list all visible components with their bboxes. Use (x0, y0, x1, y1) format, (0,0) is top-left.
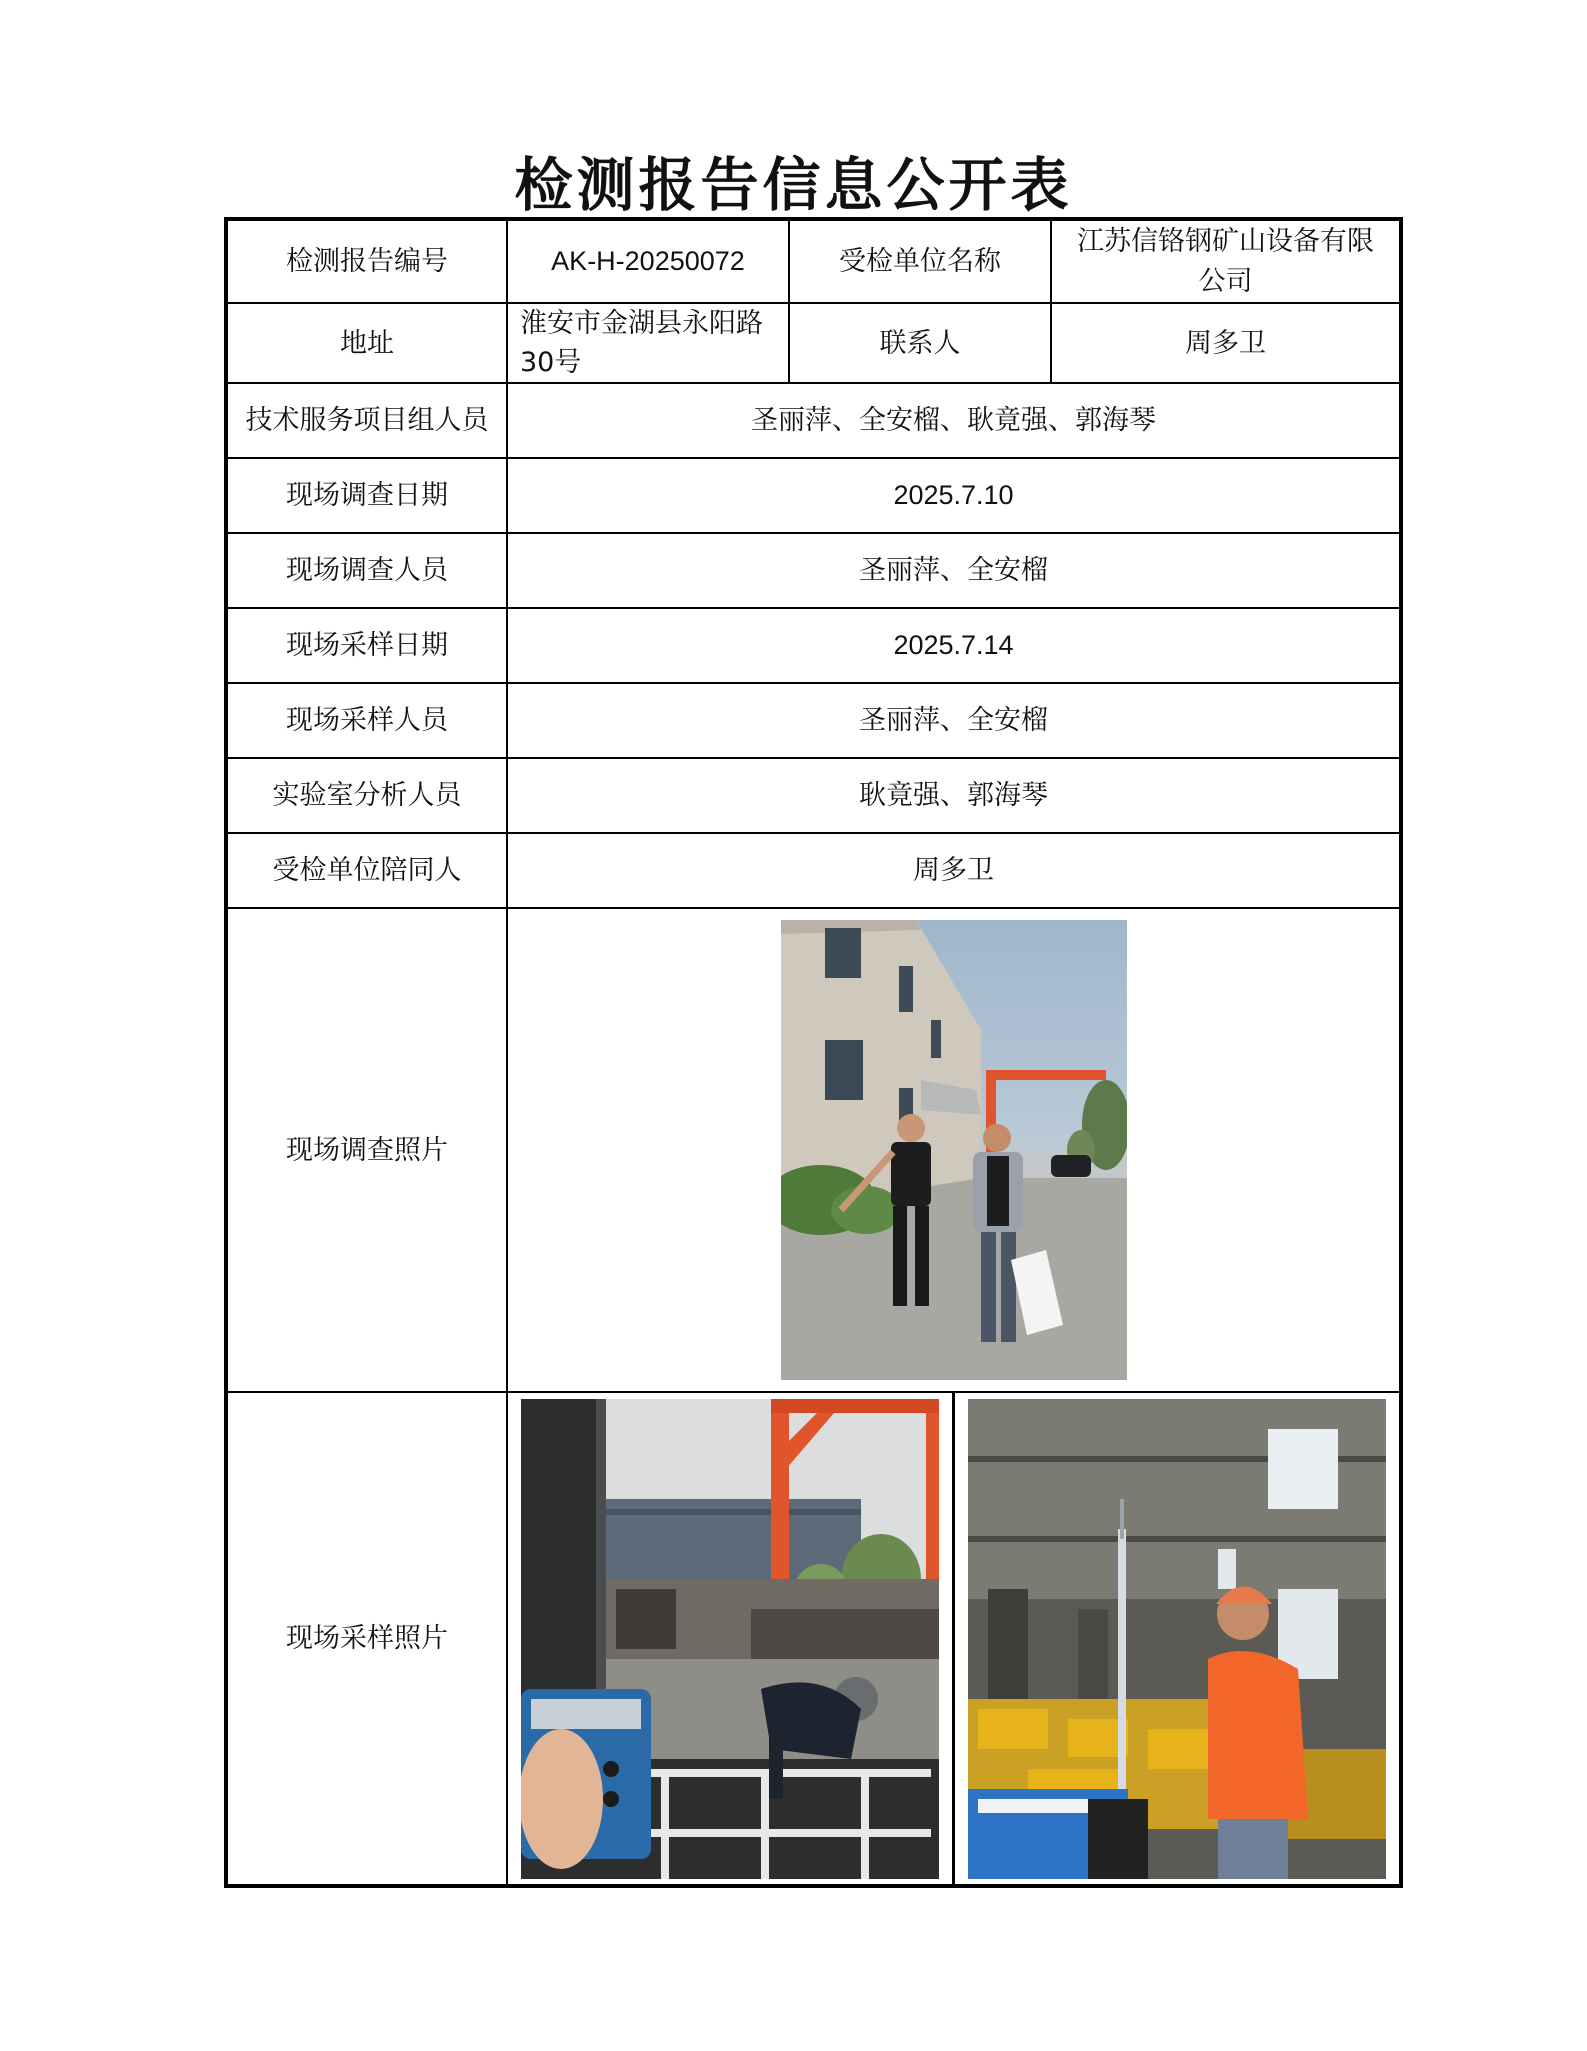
sampling-staff-value: 圣丽萍、全安榴 (507, 683, 1401, 758)
survey-photo (781, 920, 1127, 1380)
table-row (226, 303, 1401, 383)
table-row (226, 1392, 1401, 1886)
sampling-staff-label: 现场采样人员 (226, 683, 507, 758)
address-value: 淮安市金湖县永阳路30号 (507, 303, 789, 383)
table-row (226, 683, 1401, 758)
table-row (226, 533, 1401, 608)
table-row (226, 383, 1401, 458)
table-row (226, 219, 1401, 303)
report-no-label: 检测报告编号 (226, 219, 507, 303)
survey-staff-value: 圣丽萍、全安榴 (507, 533, 1401, 608)
sampling-date-value: 2025.7.14 (507, 608, 1401, 683)
contact-value: 周多卫 (1051, 303, 1401, 383)
table-row (226, 833, 1401, 908)
sampling-photos (508, 1393, 1399, 1884)
survey-photo-label: 现场调查照片 (226, 908, 507, 1392)
table-row (226, 608, 1401, 683)
team-value: 圣丽萍、全安榴、耿竟强、郭海琴 (507, 383, 1401, 458)
sampling-photo-outdoor (521, 1399, 939, 1879)
address-label: 地址 (226, 303, 507, 383)
report-no-value: AK-H-20250072 (507, 219, 789, 303)
sampling-date-label: 现场采样日期 (226, 608, 507, 683)
sampling-photo-indoor (968, 1399, 1386, 1879)
unit-name-value: 江苏信铬钢矿山设备有限公司 (1051, 219, 1401, 303)
sampling-photo-label: 现场采样照片 (226, 1392, 507, 1886)
report-table (224, 217, 1403, 1888)
escort-value: 周多卫 (507, 833, 1401, 908)
table-row (226, 458, 1401, 533)
unit-name-label: 受检单位名称 (789, 219, 1051, 303)
survey-date-label: 现场调查日期 (226, 458, 507, 533)
sampling-photos-cell (507, 1392, 1401, 1886)
survey-date-value: 2025.7.10 (507, 458, 1401, 533)
table-row (226, 908, 1401, 1392)
lab-staff-value: 耿竟强、郭海琴 (507, 758, 1401, 833)
contact-label: 联系人 (789, 303, 1051, 383)
survey-staff-label: 现场调查人员 (226, 533, 507, 608)
lab-staff-label: 实验室分析人员 (226, 758, 507, 833)
team-label: 技术服务项目组人员 (226, 383, 507, 458)
table-row (226, 758, 1401, 833)
page-title: 检测报告信息公开表 (514, 151, 1073, 219)
escort-label: 受检单位陪同人 (226, 833, 507, 908)
survey-photo-cell (507, 908, 1401, 1392)
